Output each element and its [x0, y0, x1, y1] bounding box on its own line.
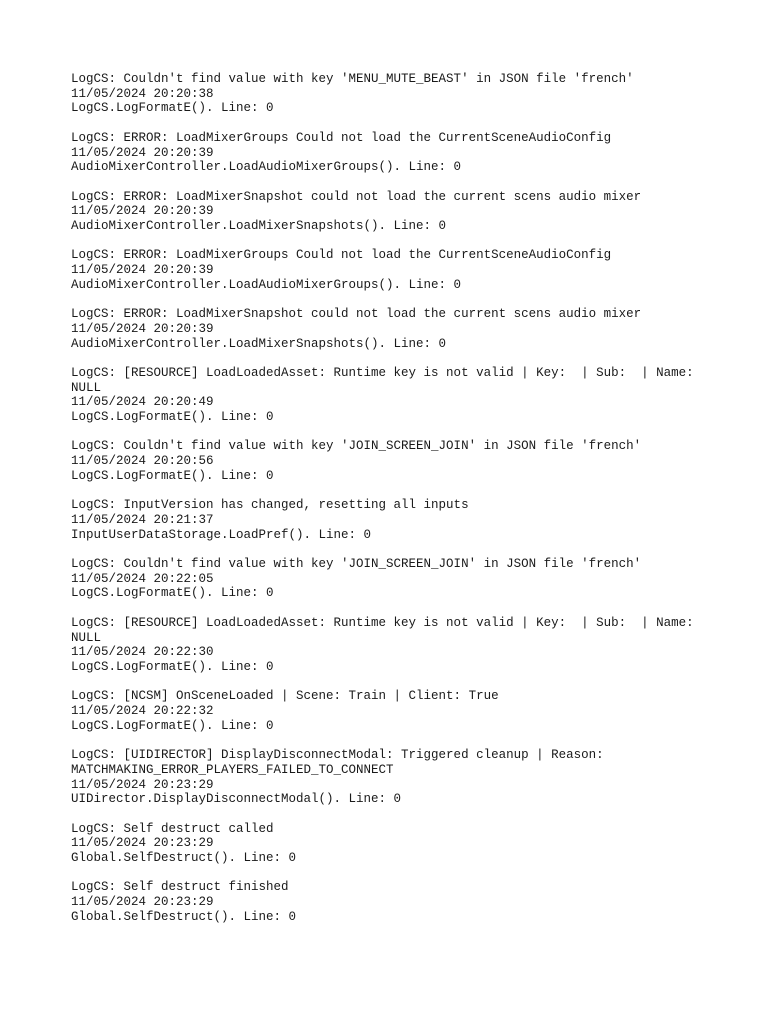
log-entry [71, 190, 711, 234]
log-entry [71, 439, 711, 483]
log-entry [71, 248, 711, 292]
log-message: LogCS: ERROR: LoadMixerSnapshot could not load the current scens audio mixer [71, 189, 642, 204]
log-source: LogCS.LogFormatE(). Line: 0 [71, 718, 274, 733]
log-message: LogCS: [NCSM] OnSceneLoaded | Scene: Train | Client: True [71, 689, 499, 704]
log-message: LogCS: InputVersion has changed, resetting all inputs [71, 498, 469, 513]
log-source: LogCS.LogFormatE(). Line: 0 [71, 101, 274, 116]
log-message: LogCS: Self destruct finished [71, 880, 289, 895]
log-source: UIDirector.DisplayDisconnectModal(). Line: 0 [71, 792, 402, 807]
log-message: LogCS: ERROR: LoadMixerGroups Could not load the CurrentSceneAudioConfig [71, 248, 612, 263]
log-entry [71, 72, 711, 116]
log-document [71, 72, 711, 939]
log-timestamp: 11/05/2024 20:20:49 [71, 395, 214, 410]
log-message: LogCS: Couldn't find value with key 'JOIN_SCREEN_JOIN' in JSON file 'french' [71, 439, 642, 454]
log-source: Global.SelfDestruct(). Line: 0 [71, 851, 297, 866]
log-timestamp: 11/05/2024 20:23:29 [71, 836, 214, 851]
log-entry [71, 616, 711, 675]
log-entry [71, 822, 711, 866]
log-message: LogCS: Couldn't find value with key 'MENU_MUTE_BEAST' in JSON file 'french' [71, 72, 634, 86]
log-source: Global.SelfDestruct(). Line: 0 [71, 909, 297, 924]
log-message: LogCS: Self destruct called [71, 821, 274, 836]
log-timestamp: 11/05/2024 20:23:29 [71, 895, 214, 910]
log-timestamp: 11/05/2024 20:20:56 [71, 454, 214, 469]
log-message: LogCS: Couldn't find value with key 'JOIN_SCREEN_JOIN' in JSON file 'french' [71, 557, 642, 572]
log-source: LogCS.LogFormatE(). Line: 0 [71, 468, 274, 483]
log-source: InputUserDataStorage.LoadPref(). Line: 0 [71, 527, 372, 542]
log-message: LogCS: [UIDIRECTOR] DisplayDisconnectModal: Triggered cleanup | Reason: MATCHMAKING_ERROR_PLAYERS_FAILED_TO_CONNECT [71, 748, 604, 777]
log-entry [71, 557, 711, 601]
log-message: LogCS: [RESOURCE] LoadLoadedAsset: Runtime key is not valid | Key: | Sub: | Name: NULL [71, 365, 694, 395]
log-source: AudioMixerController.LoadMixerSnapshots(). Line: 0 [71, 336, 447, 351]
log-entry [71, 498, 711, 542]
log-message: LogCS: ERROR: LoadMixerGroups Could not load the CurrentSceneAudioConfig [71, 130, 612, 145]
log-entry [71, 748, 711, 807]
log-source: AudioMixerController.LoadAudioMixerGroups(). Line: 0 [71, 277, 462, 292]
log-timestamp: 11/05/2024 20:20:39 [71, 145, 214, 160]
log-source: LogCS.LogFormatE(). Line: 0 [71, 659, 274, 674]
log-message: LogCS: ERROR: LoadMixerSnapshot could not load the current scens audio mixer [71, 307, 642, 322]
log-source: LogCS.LogFormatE(). Line: 0 [71, 586, 274, 601]
log-entry [71, 880, 711, 924]
log-source: AudioMixerController.LoadAudioMixerGroups(). Line: 0 [71, 160, 462, 175]
log-message: LogCS: [RESOURCE] LoadLoadedAsset: Runtime key is not valid | Key: | Sub: | Name: NULL [71, 615, 694, 645]
log-source: LogCS.LogFormatE(). Line: 0 [71, 410, 274, 425]
log-timestamp: 11/05/2024 20:20:39 [71, 321, 214, 336]
log-source: AudioMixerController.LoadMixerSnapshots(). Line: 0 [71, 219, 447, 233]
log-timestamp: 11/05/2024 20:20:39 [71, 204, 214, 219]
log-timestamp: 11/05/2024 20:22:32 [71, 704, 214, 719]
log-entry [71, 307, 711, 351]
log-entry [71, 689, 711, 733]
log-timestamp: 11/05/2024 20:20:39 [71, 263, 214, 278]
log-entry [71, 366, 711, 425]
log-timestamp: 11/05/2024 20:20:38 [71, 86, 214, 101]
log-timestamp: 11/05/2024 20:22:05 [71, 571, 214, 586]
log-timestamp: 11/05/2024 20:23:29 [71, 777, 214, 792]
log-entry [71, 131, 711, 175]
log-timestamp: 11/05/2024 20:21:37 [71, 512, 214, 527]
log-timestamp: 11/05/2024 20:22:30 [71, 645, 214, 660]
